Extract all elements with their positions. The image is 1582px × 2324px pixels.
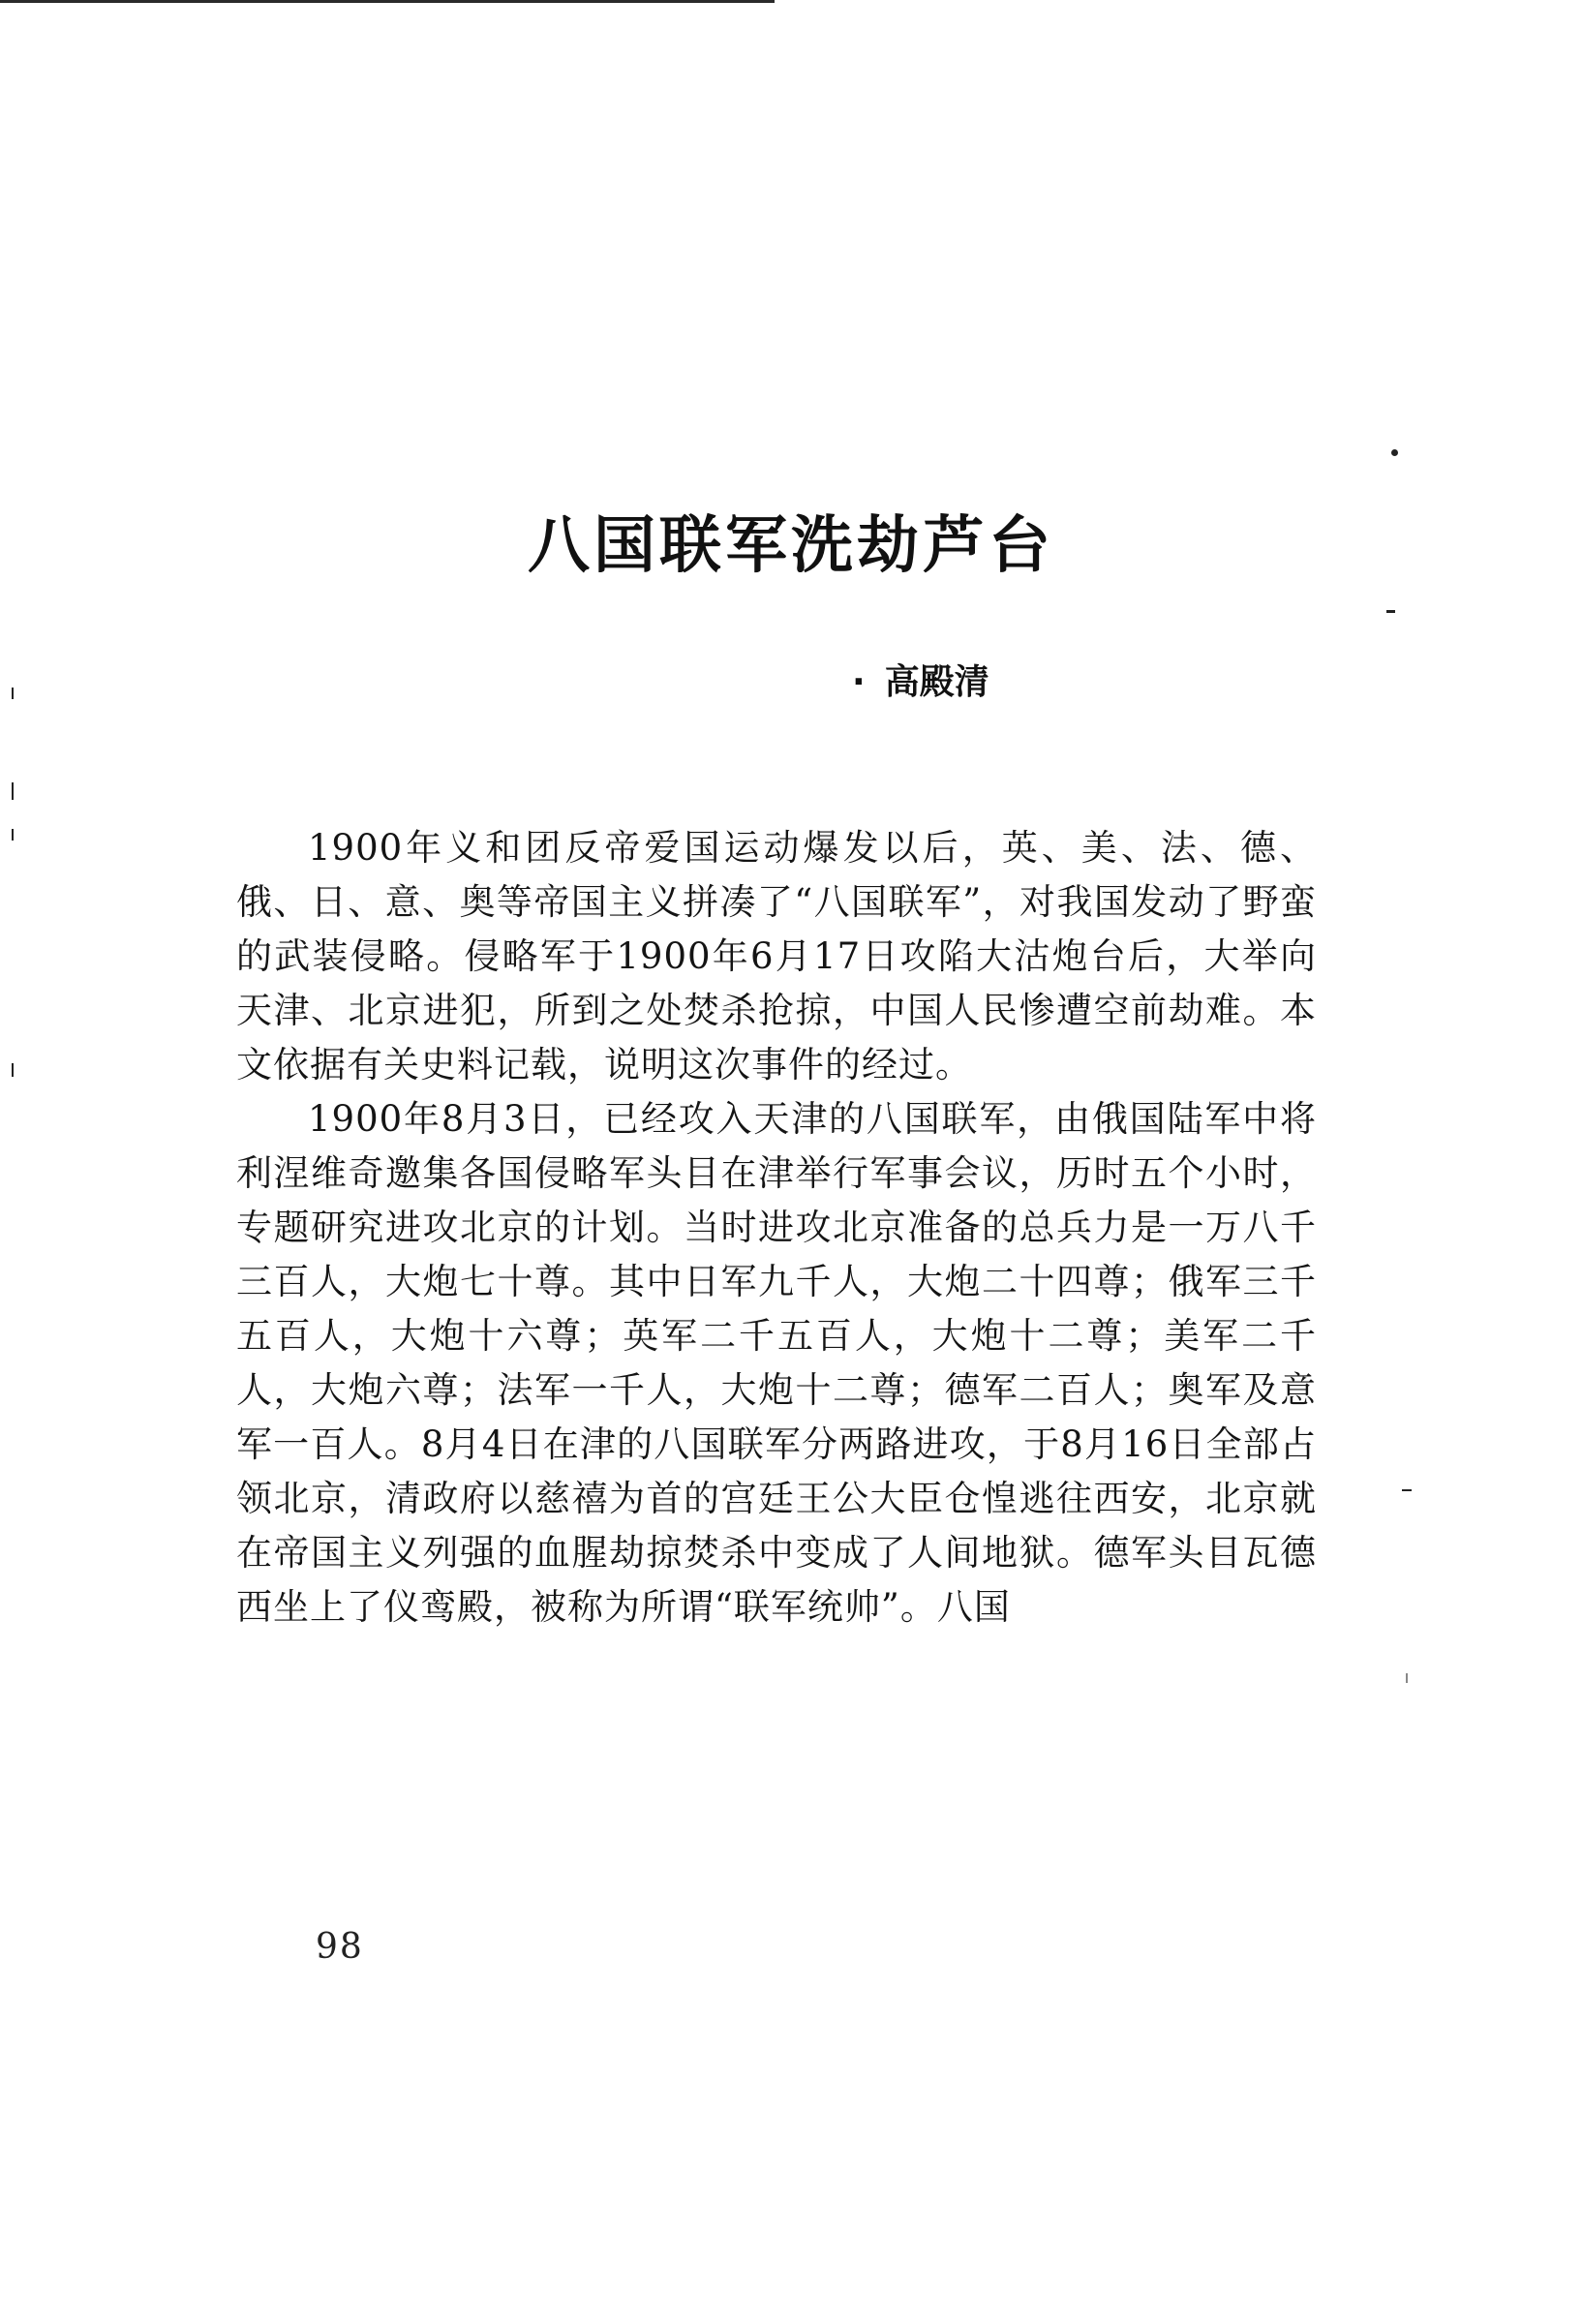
author-byline: [852, 655, 989, 704]
scan-speck: [12, 829, 14, 841]
article-body: [236, 821, 1317, 1635]
paragraph-main: 1900年8月3日，已经攻入天津的八国联军，由俄国陆军中将利涅维奇邀集各国侵略军头目在津举行军事会议，历时五个小时，专题研究进攻北京的计划。当时进攻北京准备的总兵力是一万八千三百人，大炮七十尊。其中日军九千人，大炮二十四尊；俄军三千五百人，大炮十六尊；英军二千五百人，大炮十二尊；美军二千人，大炮六尊；法军一千人，大炮十二尊；德军二百人；奥军及意军一百人。8月4日在津的八国联军分两路进攻，于8月16日全部占领北京，清政府以慈禧为首的宫廷王公大臣仓惶逃往西安，北京就在帝国主义列强的血腥劫掠焚杀中变成了人间地狱。德军头目瓦德西坐上了仪鸾殿，被称为所谓“联军统帅”。八国: [236, 1098, 1317, 1628]
page-number: 98: [316, 1927, 364, 1967]
author-name: 高殿清: [884, 662, 989, 702]
scan-speck: [1406, 1673, 1408, 1683]
byline-bullet: ·: [852, 662, 866, 702]
article-title: 八国联军洗劫芦台: [528, 510, 1054, 582]
scan-speck: [1391, 449, 1398, 456]
scan-speck: [12, 1063, 14, 1077]
scan-speck: [1386, 610, 1395, 613]
top-border-line: [0, 0, 775, 3]
scan-speck: [12, 782, 14, 800]
scan-speck: [12, 688, 14, 699]
paragraph-intro: 1900年义和团反帝爱国运动爆发以后，英、美、法、德、俄、日、意、奥等帝国主义拼凑了“八国联军”，对我国发动了野蛮的武装侵略。侵略军于1900年6月17日攻陷大沽炮台后，大举向天津、北京进犯，所到之处焚杀抢掠，中国人民惨遭空前劫难。本文依据有关史料记载，说明这次事件的经过。: [236, 827, 1317, 1086]
scan-speck: [1402, 1489, 1412, 1491]
